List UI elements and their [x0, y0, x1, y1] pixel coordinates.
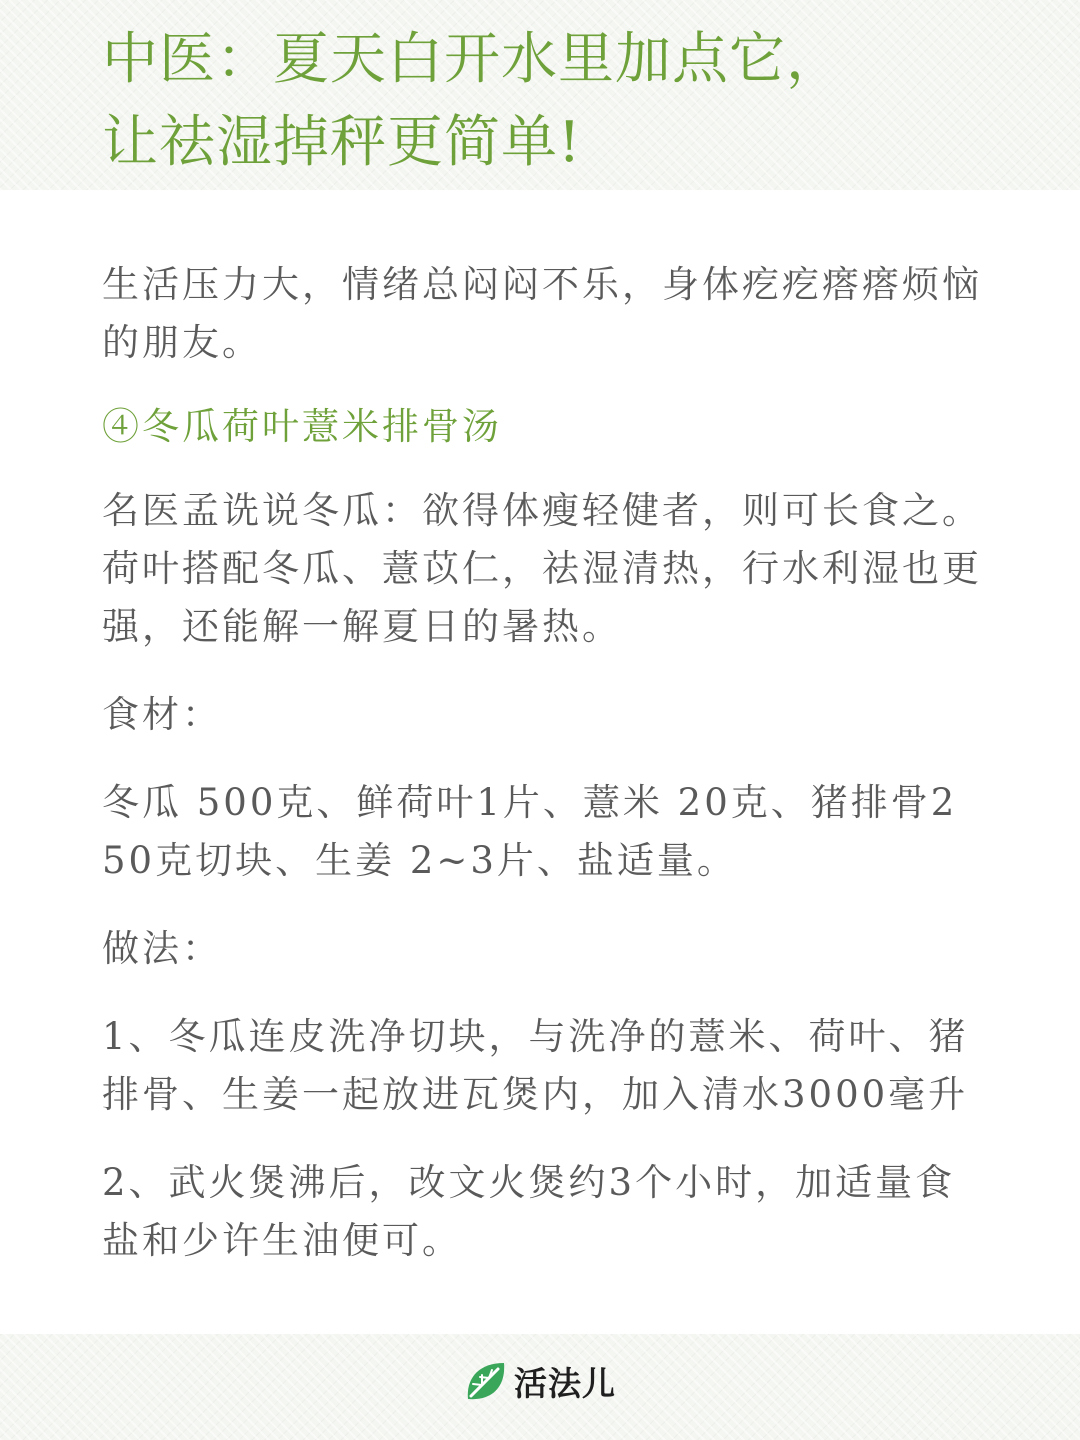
- header-band: [0, 0, 1080, 190]
- recipe-description: 名医孟诜说冬瓜：欲得体瘦轻健者，则可长食之。荷叶搭配冬瓜、薏苡仁，祛湿清热，行水利湿也更强，还能解一解夏日的暑热。: [102, 489, 982, 648]
- leaf-icon: [462, 1357, 510, 1405]
- page-title-line-2: 让祛湿掉秤更简单!: [102, 110, 582, 175]
- intro-paragraph: 生活压力大，情绪总闷闷不乐，身体疙疙瘩瘩烦恼的朋友。: [102, 263, 982, 364]
- page-title-line-1: 中医：夏天白开水里加点它，: [102, 27, 843, 92]
- method-step-1: 1、冬瓜连皮洗净切块，与洗净的薏米、荷叶、猪排骨、生姜一起放进瓦煲内，加入清水3000毫升: [102, 1015, 969, 1116]
- ingredients-label: 食材：: [102, 693, 222, 736]
- method-step-2: 2、武火煲沸后，改文火煲约3个小时，加适量食盐和少许生油便可。: [102, 1161, 956, 1262]
- ingredients-list: 冬瓜 500克、鲜荷叶1片、薏米 20克、猪排骨250克切块、生姜 2~3片、盐适量。: [102, 781, 958, 882]
- brand-name: 活法儿: [514, 1363, 616, 1403]
- article-body: [102, 256, 982, 1270]
- brand-logo: [462, 1356, 616, 1406]
- method-label: 做法：: [102, 927, 222, 970]
- recipe-title: ④冬瓜荷叶薏米排骨汤: [102, 405, 502, 448]
